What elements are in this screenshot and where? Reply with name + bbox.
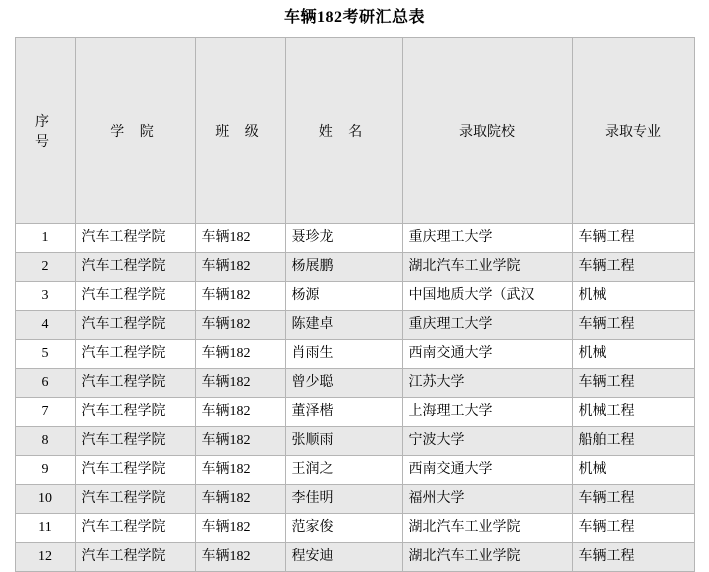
- cell-class: 车辆182: [195, 369, 285, 398]
- table-body: [15, 224, 694, 572]
- cell-major: 车辆工程: [572, 514, 694, 543]
- table-row: [15, 427, 694, 456]
- cell-school: 湖北汽车工业学院: [402, 514, 572, 543]
- cell-college: 汽车工程学院: [75, 514, 195, 543]
- table-row: [15, 456, 694, 485]
- cell-major: 车辆工程: [572, 543, 694, 572]
- cell-name: 张顺雨: [285, 427, 402, 456]
- cell-name: 聂珍龙: [285, 224, 402, 253]
- cell-major: 机械: [572, 282, 694, 311]
- cell-college: 汽车工程学院: [75, 340, 195, 369]
- cell-index: 8: [15, 427, 75, 456]
- cell-major: 机械工程: [572, 398, 694, 427]
- cell-school: 西南交通大学: [402, 340, 572, 369]
- cell-school: 宁波大学: [402, 427, 572, 456]
- table-row: [15, 282, 694, 311]
- cell-name: 董泽楷: [285, 398, 402, 427]
- cell-major: 船舶工程: [572, 427, 694, 456]
- cell-college: 汽车工程学院: [75, 282, 195, 311]
- cell-name: 程安迪: [285, 543, 402, 572]
- cell-school: 湖北汽车工业学院: [402, 253, 572, 282]
- cell-major: 车辆工程: [572, 224, 694, 253]
- cell-class: 车辆182: [195, 282, 285, 311]
- cell-college: 汽车工程学院: [75, 398, 195, 427]
- cell-name: 肖雨生: [285, 340, 402, 369]
- cell-school: 西南交通大学: [402, 456, 572, 485]
- cell-name: 王润之: [285, 456, 402, 485]
- cell-index: 6: [15, 369, 75, 398]
- cell-index: 9: [15, 456, 75, 485]
- cell-college: 汽车工程学院: [75, 456, 195, 485]
- cell-index: 11: [15, 514, 75, 543]
- cell-index: 1: [15, 224, 75, 253]
- cell-index: 12: [15, 543, 75, 572]
- table-row: [15, 514, 694, 543]
- cell-class: 车辆182: [195, 543, 285, 572]
- summary-table: [15, 37, 695, 572]
- cell-class: 车辆182: [195, 456, 285, 485]
- cell-name: 范家俊: [285, 514, 402, 543]
- cell-class: 车辆182: [195, 253, 285, 282]
- cell-college: 汽车工程学院: [75, 369, 195, 398]
- cell-major: 机械: [572, 456, 694, 485]
- cell-name: 杨源: [285, 282, 402, 311]
- cell-school: 中国地质大学（武汉: [402, 282, 572, 311]
- cell-index: 4: [15, 311, 75, 340]
- cell-school: 上海理工大学: [402, 398, 572, 427]
- cell-college: 汽车工程学院: [75, 485, 195, 514]
- cell-index: 10: [15, 485, 75, 514]
- cell-major: 车辆工程: [572, 369, 694, 398]
- cell-school: 江苏大学: [402, 369, 572, 398]
- column-header-name: 姓 名: [285, 38, 402, 224]
- cell-school: 重庆理工大学: [402, 224, 572, 253]
- table-header-row: [15, 38, 694, 224]
- column-header-major: 录取专业: [572, 38, 694, 224]
- table-row: [15, 485, 694, 514]
- table-row: [15, 253, 694, 282]
- cell-index: 2: [15, 253, 75, 282]
- cell-college: 汽车工程学院: [75, 427, 195, 456]
- cell-school: 重庆理工大学: [402, 311, 572, 340]
- column-header-school: 录取院校: [402, 38, 572, 224]
- cell-name: 杨展鹏: [285, 253, 402, 282]
- cell-class: 车辆182: [195, 514, 285, 543]
- column-header-college: 学 院: [75, 38, 195, 224]
- cell-college: 汽车工程学院: [75, 311, 195, 340]
- cell-class: 车辆182: [195, 485, 285, 514]
- cell-major: 车辆工程: [572, 485, 694, 514]
- cell-name: 曾少聪: [285, 369, 402, 398]
- cell-school: 湖北汽车工业学院: [402, 543, 572, 572]
- cell-major: 车辆工程: [572, 253, 694, 282]
- cell-class: 车辆182: [195, 340, 285, 369]
- cell-name: 陈建卓: [285, 311, 402, 340]
- page-title: 车辆182考研汇总表: [283, 9, 425, 26]
- cell-index: 5: [15, 340, 75, 369]
- cell-class: 车辆182: [195, 224, 285, 253]
- cell-major: 机械: [572, 340, 694, 369]
- cell-name: 李佳明: [285, 485, 402, 514]
- cell-major: 车辆工程: [572, 311, 694, 340]
- table-row: [15, 224, 694, 253]
- cell-school: 福州大学: [402, 485, 572, 514]
- table-row: [15, 543, 694, 572]
- table-row: [15, 340, 694, 369]
- cell-college: 汽车工程学院: [75, 543, 195, 572]
- table-header: [15, 38, 694, 224]
- cell-class: 车辆182: [195, 427, 285, 456]
- cell-index: 3: [15, 282, 75, 311]
- cell-college: 汽车工程学院: [75, 253, 195, 282]
- cell-class: 车辆182: [195, 398, 285, 427]
- table-row: [15, 369, 694, 398]
- column-header-class: 班 级: [195, 38, 285, 224]
- cell-college: 汽车工程学院: [75, 224, 195, 253]
- table-row: [15, 398, 694, 427]
- cell-class: 车辆182: [195, 311, 285, 340]
- column-header-index: 序 号: [15, 38, 75, 224]
- table-row: [15, 311, 694, 340]
- cell-index: 7: [15, 398, 75, 427]
